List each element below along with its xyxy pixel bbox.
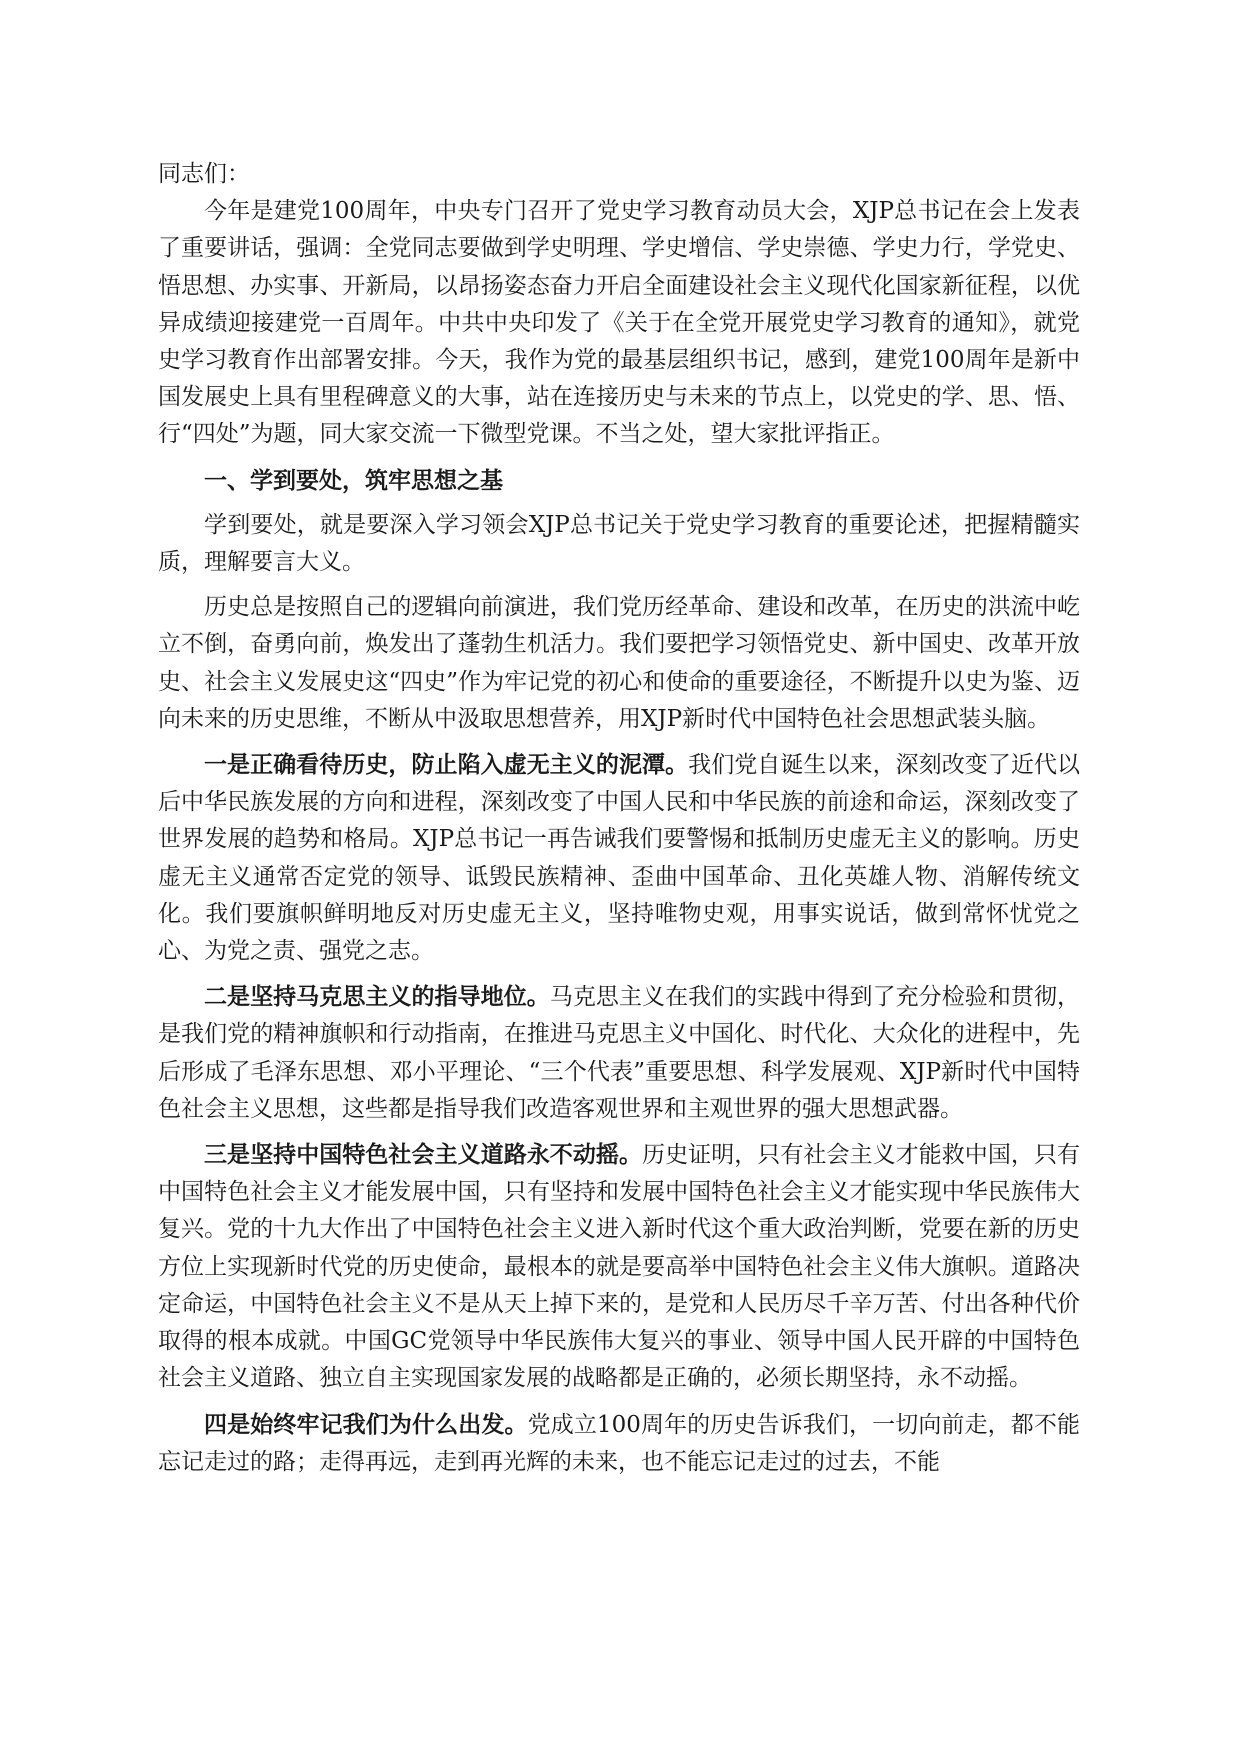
point-2-paragraph	[158, 978, 1080, 1128]
point-1-paragraph	[158, 746, 1080, 970]
point-4-body: 党成立100周年的历史告诉我们，一切向前走，都不能忘记走过的路；走得再远，走到再光辉的未来，也不能忘记走过的过去，不能	[158, 1411, 1080, 1475]
point-1-body: 我们党自诞生以来，深刻改变了近代以后中华民族发展的方向和进程，深刻改变了中国人民和中华民族的前途和命运，深刻改变了世界发展的趋势和格局。XJP总书记一再告诫我们要警惕和抵制历史虚无主义的影响。历史虚无主义通常否定党的领导、诋毁民族精神、歪曲中国革命、丑化英雄人物、消解传统文化。我们要旗帜鲜明地反对历史虚无主义，坚持唯物史观，用事实说话，做到常怀忧党之心、为党之责、强党之志。	[158, 752, 1081, 965]
section1-paragraph-2: 历史总是按照自己的逻辑向前演进，我们党历经革命、建设和改革，在历史的洪流中屹立不倒，奋勇向前，焕发出了蓬勃生机活力。我们要把学习领悟党史、新中国史、改革开放史、社会主义发展史这“四史”作为牢记党的初心和使命的重要途径，不断提升以史为鉴、迈向未来的历史思维，不断从中汲取思想营养，用XJP新时代中国特色社会思想武装头脑。	[158, 594, 1080, 732]
point-1-lead: 一是正确看待历史，防止陷入虚无主义的泥潭。	[204, 751, 689, 779]
point-2-lead: 二是坚持马克思主义的指导地位。	[204, 983, 550, 1011]
document-body	[158, 156, 1080, 1481]
point-2-body: 马克思主义在我们的实践中得到了充分检验和贯彻，是我们党的精神旗帜和行动指南，在推进马克思主义中国化、时代化、大众化的进程中，先后形成了毛泽东思想、邓小平理论、“三个代表”重要思想、科学发展观、XJP新时代中国特色社会主义思想，这些都是指导我们改造客观世界和主观世界的强大思想武器。	[158, 984, 1081, 1122]
point-4-lead: 四是始终牢记我们为什么出发。	[204, 1410, 528, 1438]
point-3-paragraph	[158, 1136, 1080, 1397]
point-3-body: 历史证明，只有社会主义才能救中国，只有中国特色社会主义才能发展中国，只有坚持和发展中国特色社会主义才能实现中华民族伟大复兴。党的十九大作出了中国特色社会主义进入新时代这个重大政治判断，党要在新的历史方位上实现新时代党的历史使命，最根本的就是要高举中国特色社会主义伟大旗帜。道路决定命运，中国特色社会主义不是从天上掉下来的，是党和人民历尽千辛万苦、付出各种代价取得的根本成就。中国GC党领导中华民族伟大复兴的事业、领导中国人民开辟的中国特色社会主义道路、独立自主实现国家发展的战略都是正确的，必须长期坚持，永不动摇。	[158, 1142, 1081, 1392]
section1-paragraph-1: 学到要处，就是要深入学习领会XJP总书记关于党史学习教育的重要论述，把握精髓实质，理解要言大义。	[158, 511, 1080, 576]
section-heading-1: 一、学到要处，筑牢思想之基	[204, 466, 503, 494]
salutation: 同志们：	[158, 161, 250, 187]
intro-paragraph: 今年是建党100周年，中央专门召开了党史学习教育动员大会，XJP总书记在会上发表了重要讲话，强调：全党同志要做到学史明理、学史增信、学史崇德、学史力行，学党史、悟思想、办实事、开新局，以昂扬姿态奋力开启全面建设社会主义现代化国家新征程，以优异成绩迎接建党一百周年。中共中央印发了《关于在全党开展党史学习教育的通知》，就党史学习教育作出部署安排。今天，我作为党的最基层组织书记，感到，建党100周年是新中国发展史上具有里程碑意义的大事，站在连接历史与未来的节点上，以党史的学、思、悟、行“四处”为题，同大家交流一下微型党课。不当之处，望大家批评指正。	[158, 198, 1080, 448]
point-4-paragraph	[158, 1406, 1080, 1481]
point-3-lead: 三是坚持中国特色社会主义道路永不动摇。	[204, 1141, 643, 1169]
